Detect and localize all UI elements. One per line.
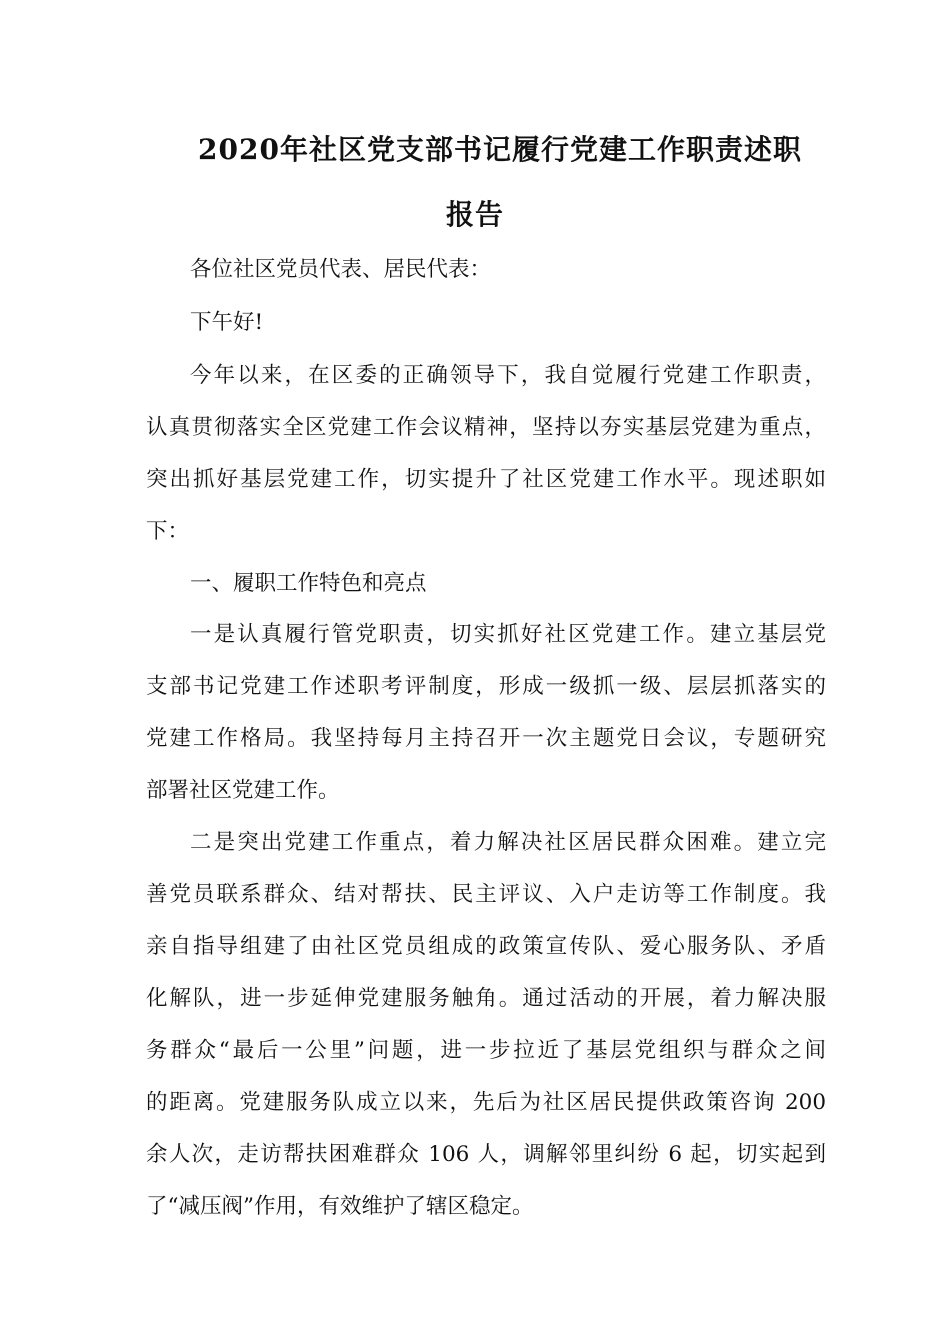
paragraph-intro-line: 认真贯彻落实全区党建工作会议精神，坚持以夯实基层党建为重点， <box>146 415 826 440</box>
document-title-line-2: 报告 <box>445 198 504 231</box>
paragraph-two-line: 二是突出党建工作重点，着力解决社区居民群众困难。建立完 <box>190 830 826 855</box>
paragraph-two-line: 善党员联系群众、结对帮扶、民主评议、入户走访等工作制度。我 <box>146 882 826 907</box>
paragraph-one-line: 支部书记党建工作述职考评制度，形成一级抓一级、层层抓落实的 <box>146 674 826 699</box>
paragraph-two-line: 亲自指导组建了由社区党员组成的政策宣传队、爱心服务队、矛盾 <box>146 934 826 959</box>
paragraph-intro-line: 今年以来，在区委的正确领导下，我自觉履行党建工作职责， <box>190 363 826 388</box>
paragraph-intro-line: 下： <box>146 519 190 544</box>
section-heading: 一、履职工作特色和亮点 <box>190 571 427 596</box>
paragraph-one-line: 一是认真履行管党职责，切实抓好社区党建工作。建立基层党 <box>190 622 826 647</box>
paragraph-two-line: 余人次，走访帮扶困难群众 106 人，调解邻里纠纷 6 起，切实起到 <box>146 1142 826 1167</box>
paragraph-one-line: 部署社区党建工作。 <box>146 778 340 803</box>
document-title-line-1: 2020年社区党支部书记履行党建工作职责述职 <box>198 133 802 166</box>
paragraph-intro-line: 突出抓好基层党建工作，切实提升了社区党建工作水平。现述职如 <box>146 467 826 492</box>
paragraph-two-line: 的距离。党建服务队成立以来，先后为社区居民提供政策咨询 200 <box>146 1090 826 1115</box>
greeting: 下午好! <box>190 310 264 335</box>
paragraph-two-line: 务群众“最后一公里”问题，进一步拉近了基层党组织与群众之间 <box>146 1038 826 1063</box>
paragraph-one-line: 党建工作格局。我坚持每月主持召开一次主题党日会议，专题研究 <box>146 726 826 751</box>
paragraph-two-line: 化解队，进一步延伸党建服务触角。通过活动的开展，着力解决服 <box>146 986 826 1011</box>
paragraph-two-line: 了“减压阀”作用，有效维护了辖区稳定。 <box>146 1194 534 1219</box>
salutation: 各位社区党员代表、居民代表： <box>190 257 492 282</box>
